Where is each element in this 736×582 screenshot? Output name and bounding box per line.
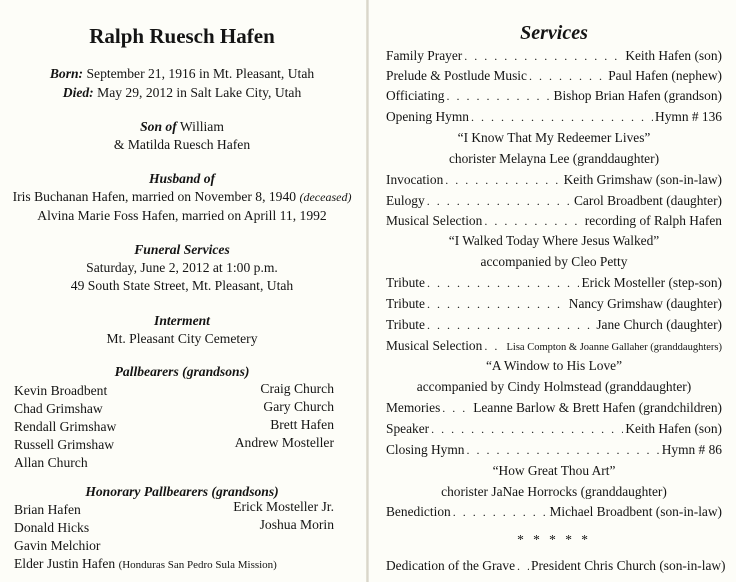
son-of-label: Son of [140, 119, 177, 134]
leader-dots [517, 559, 529, 574]
honorary-left-1: Brian Hafen [14, 502, 81, 517]
program-label: Tribute [386, 317, 425, 332]
leader-dots [471, 110, 653, 125]
hymn-title: “How Great Thou Art” [492, 463, 616, 478]
born-line [0, 66, 364, 82]
program-value: Carol Broadbent (daughter) [574, 193, 722, 208]
leader-dots [427, 194, 572, 209]
husband-line2: Alvina Marie Foss Hafen, married on Aprill 11, 1992 [37, 208, 327, 223]
program-value: Keith Hafen (son) [625, 421, 722, 436]
honorary-last-name: Elder Justin Hafen [14, 556, 116, 571]
leader-dots [442, 401, 471, 416]
program-value: Jane Church (daughter) [596, 317, 722, 332]
pallbearer-left-1: Kevin Broadbent [14, 383, 108, 398]
honorary-right-1: Erick Mosteller Jr. [233, 499, 334, 514]
leader-dots [427, 297, 567, 312]
pallbearer-left-5: Allan Church [14, 455, 88, 470]
husband-line1-text: Iris Buchanan Hafen, married on November 8, 1940 [12, 189, 297, 204]
husband-heading: Husband of [148, 171, 216, 186]
pallbearer-left-3: Rendall Grimshaw [14, 419, 117, 434]
program-row [386, 193, 722, 213]
died-line [0, 85, 364, 101]
leader-dots [445, 173, 561, 188]
pallbearer-left-2: Chad Grimshaw [14, 401, 103, 416]
pallbearer-right-4: Andrew Mosteller [234, 435, 334, 450]
program-label: Closing Hymn [386, 442, 465, 457]
leader-dots [484, 214, 582, 229]
program-row [386, 442, 722, 462]
program-value: Nancy Grimshaw (daughter) [568, 296, 722, 311]
program-value: Hymn # 86 [661, 442, 722, 457]
honorary-heading: Honorary Pallbearers (grandsons) [85, 484, 279, 499]
son-of-line2: & Matilda Ruesch Hafen [113, 137, 251, 152]
program-row [386, 317, 722, 337]
program-value: Hymn # 136 [655, 109, 722, 124]
interment-heading: Interment [154, 313, 210, 328]
program-value: Michael Broadbent (son-in-law) [549, 504, 722, 519]
program-row [386, 172, 722, 192]
program-value: recording of Ralph Hafen [584, 213, 722, 228]
funeral-line2: 49 South State Street, Mt. Pleasant, Utah [70, 278, 294, 293]
died-text: May 29, 2012 in Salt Lake City, Utah [97, 85, 302, 100]
program-value: Erick Mosteller (step-son) [581, 275, 722, 290]
program-label: Musical Selection [386, 213, 483, 228]
son-of-line1: William [179, 119, 224, 134]
leader-dots [427, 318, 594, 333]
accompanist-line: accompanied by Cleo Petty [480, 254, 628, 269]
honorary-last-note: (Honduras San Pedro Sula Mission) [118, 559, 277, 571]
leader-dots [467, 443, 660, 458]
program-row [386, 68, 722, 88]
song-title: “A Window to His Love” [485, 358, 623, 373]
leader-dots [529, 69, 606, 84]
program-row [386, 558, 726, 578]
pallbearer-right-1: Craig Church [260, 381, 334, 396]
born-text: September 21, 1916 in Mt. Pleasant, Utah [86, 66, 315, 81]
leader-dots [431, 422, 623, 437]
deceased-name: Ralph Ruesch Hafen [89, 24, 275, 48]
pallbearer-right-3: Brett Hafen [270, 417, 334, 432]
born-label: Born: [49, 66, 84, 81]
page-fold [366, 0, 369, 582]
program-value: President Chris Church (son-in-law) [531, 558, 726, 573]
program-value: Keith Hafen (son) [625, 48, 722, 63]
right-page [372, 0, 736, 582]
program-label: Officiating [386, 88, 445, 103]
program-row [386, 213, 722, 233]
program-value: Lisa Compton & Joanne Gallaher (granddaughters) [506, 342, 722, 353]
honorary-right-2: Joshua Morin [259, 517, 334, 532]
leader-dots [484, 339, 504, 354]
program-label: Invocation [386, 172, 444, 187]
honorary-last [14, 556, 277, 572]
hymn-title: “I Know That My Redeemer Lives” [457, 130, 651, 145]
services-title: Services [520, 22, 588, 44]
program-label: Musical Selection [386, 338, 483, 353]
interment-line: Mt. Pleasant City Cemetery [106, 331, 258, 346]
leader-dots [464, 49, 623, 64]
program-row [386, 109, 722, 129]
program-label: Opening Hymn [386, 109, 469, 124]
program-label: Tribute [386, 275, 425, 290]
honorary-left-2: Donald Hicks [14, 520, 90, 535]
program-label: Dedication of the Grave [386, 558, 516, 573]
pallbearers-heading: Pallbearers (grandsons) [114, 364, 250, 379]
leader-dots [427, 276, 579, 291]
program-row [386, 421, 722, 441]
program-label: Prelude & Postlude Music [386, 68, 527, 83]
son-of-line [0, 119, 364, 135]
program-row [386, 48, 722, 68]
program-row [386, 275, 722, 295]
program-label: Memories [386, 400, 441, 415]
chorister-line: chorister JaNae Horrocks (granddaughter) [441, 484, 667, 499]
program-row [386, 296, 722, 316]
honorary-left-3: Gavin Melchior [14, 538, 101, 553]
chorister-line: chorister Melayna Lee (granddaughter) [448, 151, 660, 166]
husband-line1-note: (deceased) [299, 190, 352, 204]
program-label: Tribute [386, 296, 425, 311]
accompanist-line: accompanied by Cindy Holmstead (granddaughter) [416, 379, 692, 394]
pallbearer-left-4: Russell Grimshaw [14, 437, 115, 452]
husband-line1 [0, 189, 364, 205]
separator-stars: * * * * * [517, 532, 591, 547]
program-value: Keith Grimshaw (son-in-law) [563, 172, 722, 187]
program-label: Benediction [386, 504, 451, 519]
died-label: Died: [62, 85, 94, 100]
song-title: “I Walked Today Where Jesus Walked” [448, 233, 660, 248]
program-label: Speaker [386, 421, 430, 436]
leader-dots [447, 89, 552, 104]
funeral-line1: Saturday, June 2, 2012 at 1:00 p.m. [86, 260, 278, 275]
program-value: Bishop Brian Hafen (grandson) [553, 88, 722, 103]
left-page [0, 0, 364, 582]
program-value: Paul Hafen (nephew) [608, 68, 722, 83]
pallbearer-right-2: Gary Church [263, 399, 334, 414]
program-row [386, 400, 722, 420]
program-row [386, 88, 722, 108]
funeral-heading: Funeral Services [134, 242, 230, 257]
program-row [386, 504, 722, 524]
program-label: Family Prayer [386, 48, 463, 63]
program-row [386, 338, 722, 358]
program-value: Leanne Barlow & Brett Hafen (grandchildren) [473, 400, 722, 415]
leader-dots [453, 505, 548, 520]
program-label: Eulogy [386, 193, 425, 208]
